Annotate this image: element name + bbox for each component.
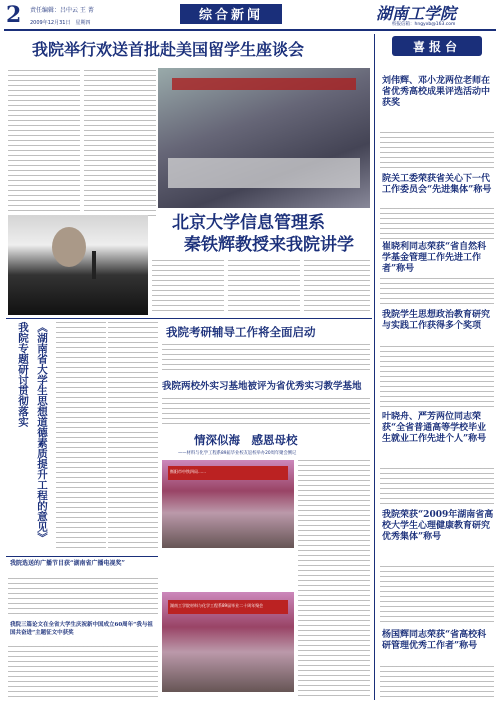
qingxi-article-col: [298, 460, 370, 700]
essay-award-headline: 我院三篇论文在全省大学生庆祝新中国成立60周年“我与祖国共奋进”主题征文中获奖: [10, 622, 153, 636]
peking-article-col1: [152, 260, 224, 312]
section-title: 综合新闻: [198, 8, 263, 23]
professor-head: [52, 227, 86, 267]
masthead-rule: [4, 29, 496, 31]
date-line: [30, 19, 90, 26]
peking-article-col2: [228, 260, 300, 312]
broadcast-award-article: [8, 578, 158, 618]
reunion-banner-top-text: 衡阳市中铁四局……: [170, 469, 206, 474]
sidebar-text-6: [380, 566, 494, 626]
shixi-article: [162, 398, 370, 426]
broadcast-award-headline: 我院选送的广播节目获“湖南省广播电视奖”: [10, 560, 125, 567]
sidebar-divider: [374, 34, 375, 700]
sidebar-item-3: 崔晓利同志荣获“省自然科学基金管理工作先进工作者”称号: [382, 242, 487, 274]
kaoyan-article: [162, 344, 370, 374]
main-headline: 我院举行欢送首批赴美国留学生座谈会: [32, 40, 305, 59]
peking-headline-line1: 北京大学信息管理系: [172, 213, 325, 233]
photo-table: [168, 158, 360, 188]
reunion-photo-bottom: [162, 592, 294, 692]
issue-date: 2009年12月31日: [30, 20, 71, 26]
professor-photo: [8, 215, 148, 315]
editor-name: 吕中云 王 菁: [60, 7, 94, 14]
sidebar-text-1: [380, 132, 494, 172]
sidebar-text-4: [380, 346, 494, 410]
website: 校报信箱：hngyxb@163.com: [392, 22, 456, 27]
sidebar-banner: [392, 36, 482, 56]
main-article-col1: [8, 70, 80, 218]
sidebar-text-5: [380, 468, 494, 508]
kaoyan-headline: 我院考研辅导工作将全面启动: [166, 325, 316, 339]
sidebar-item-5: 叶晓舟、严芳两位同志荣获“全省普通高等学校毕业生就业工作先进个人”称号: [382, 412, 487, 444]
qingxi-headline: 情深似海 感恩母校: [194, 433, 298, 447]
masthead: [0, 0, 500, 30]
peking-article-col3: [304, 260, 370, 312]
vertical-article-col2: [108, 322, 158, 552]
section-title-box: [180, 4, 282, 24]
farewell-photo: [158, 68, 370, 208]
sidebar-item-4: 我院学生思想政治教育研究与实践工作获得多个奖项: [382, 310, 491, 331]
microphone: [92, 251, 96, 279]
editor-credit: [30, 5, 94, 14]
section-rule: [6, 318, 372, 319]
peking-headline: [172, 212, 372, 256]
vertical-article-col1: [56, 322, 106, 552]
sidebar-text-3: [380, 278, 494, 308]
main-article-col2: [84, 70, 156, 218]
sidebar-item-6: 我院荣获“2009年湖南省高校大学生心理健康教育研究优秀集体”称号: [382, 510, 494, 542]
shixi-headline: 我院两校外实习基地被评为省优秀实习教学基地: [162, 381, 362, 392]
vertical-headline-line2: 我院专题研讨贯彻落实: [17, 322, 29, 427]
vertical-headline: [8, 322, 52, 552]
sidebar-banner-label: 喜报台: [412, 40, 461, 54]
peking-headline-line2: 秦铁辉教授来我院讲学: [184, 235, 354, 255]
sidebar-item-2: 院关工委荣获省关心下一代工作委员会“先进集体”称号: [382, 174, 492, 195]
essay-award-article: [8, 646, 158, 698]
reunion-photo-top: [162, 460, 294, 548]
sidebar-item-7: 杨国辉同志荣获“省高校科研管理优秀工作者”称号: [382, 630, 487, 651]
sidebar-text-7: [380, 666, 494, 698]
qingxi-subtitle: ——材料与化学工程系89届毕业校友返校举办20周年聚会侧记: [178, 451, 297, 456]
sidebar-item-1: 刘伟辉、邓小龙两位老师在省优秀高校成果评选活动中获奖: [382, 76, 491, 108]
photo-banner: [172, 78, 356, 90]
bottom-left-rule: [6, 556, 158, 557]
page-number: 2: [6, 2, 22, 28]
issue-weekday: 星期四: [75, 20, 91, 26]
paper-name: 湖南工学院: [376, 4, 457, 23]
vertical-headline-line1: 《湖南省大学生思想道德素质提升工程的意见》: [36, 322, 48, 543]
sidebar-text-2: [380, 208, 494, 240]
editor-label: 责任编辑：: [30, 7, 61, 14]
reunion-banner-bottom-text: 湖南工学院材料与化学工程系89届毕业二十周年聚会: [170, 603, 264, 608]
